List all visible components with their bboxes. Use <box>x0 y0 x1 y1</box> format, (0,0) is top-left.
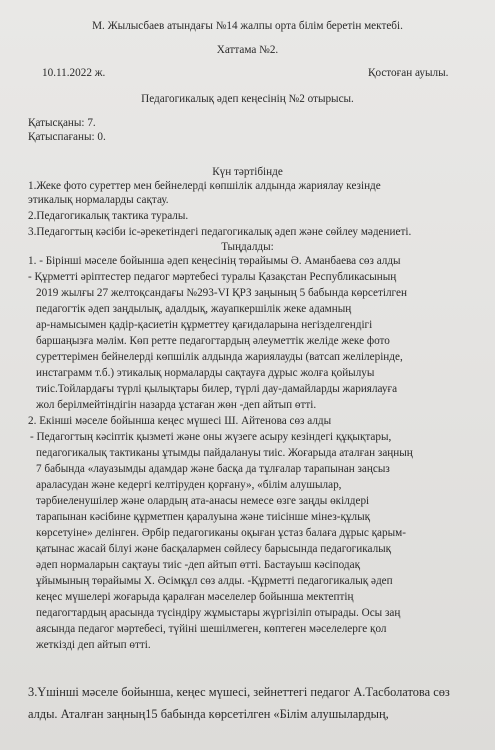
text-line: - Құрметті әріптестер педагог мәртебесі туралы Қазақстан Республикасының <box>28 271 397 283</box>
text-line: жол берілмейтіндігін назарда ұстаған жөн -деп айтып өтті. <box>36 399 317 411</box>
text-line: 2. Екінші мәселе бойынша кеңес мүшесі Ш. Айтенова сөз алды <box>28 415 332 427</box>
attendance-absent: Қатыспағаны: 0. <box>28 131 106 143</box>
text-line: қатынас жасай білуі және басқалармен сөйлесу барысында педагогикалық <box>36 543 392 555</box>
text-line: аясында педагог мәртебесі, түйіні шешілмеген, көптеген мәселелерге қол <box>36 623 387 635</box>
text-line: тиіс.Тойлардағы түрлі қылықтары билер, түрлі дау-дамайларды жариялауға <box>36 383 398 395</box>
text-line: тарапынан кәсібине құрметпен қаралуына және тиісінше мінез-құлық <box>36 511 371 523</box>
text-line: араласудан және кедергі келтіруден қорғану», «білім алушылар, <box>36 479 342 491</box>
protocol-place: Қостоған ауылы. <box>368 67 449 79</box>
text-line: 3.Үшінші мәселе бойынша, кеңес мүшесі, зейнеттегі педагог А.Тасболатова сөз <box>28 685 450 699</box>
text-line: ар-намысымен қадір-қасиетін құрметтеу қағидаларына негізделгендігі <box>36 319 373 331</box>
meeting-title: Педагогикалық әдеп кеңесінің №2 отырысы. <box>141 93 354 105</box>
text-line: 7 бабында «лауазымды адамдар және басқа да тұлғалар тарапынан заңсыз <box>36 463 390 475</box>
agenda-heading: Күн тәртібінде <box>212 166 283 178</box>
agenda-item-1: 1.Жеке фото суреттер мен бейнелерді көпшілік алдында жариялау кезінде <box>28 180 381 192</box>
text-line: 1. - Бірінші мәселе бойынша әдеп кеңесінің төрайымы Ә. Аманбаева сөз алды <box>28 255 401 267</box>
text-line: ұйымының төрайымы Х. Әсімқұл сөз алды. -Құрметті педагогикалық әдеп <box>36 575 393 587</box>
text-line: педагогтардың арасында түсіндіру жұмыстары жүргізіліп отырады. Осы заң <box>36 607 401 619</box>
text-line: әдеп нормаларын сақтауы тиіс -деп айтып өтті. Бастауыш кәсіподақ <box>36 559 361 571</box>
text-line: жеткізді деп айтып өтті. <box>36 639 151 651</box>
text-line: көрсетуіне» делінген. Әрбір педагогиканы оқыған ұстаз балаға дұрыс қарым- <box>36 527 406 539</box>
text-line: - Педагогтың кәсіптік қызметі және оны жүзеге асыру кезіндегі құқықтары, <box>30 431 392 443</box>
text-line: 2019 жылғы 27 желтоқсандағы №293-VІ ҚРЗ заңының 5 бабында көрсетілген <box>36 287 407 299</box>
text-line: тәрбиеленушілер және олардың ата-анасы немесе өзге заңды өкілдері <box>36 495 370 507</box>
heard-heading: Тыңдалды: <box>221 241 274 253</box>
agenda-item-1-cont: этикалық нормаларды сақтау. <box>28 194 169 206</box>
agenda-item-2: 2.Педагогикалық тактика туралы. <box>28 210 189 222</box>
text-line: суреттерімен бейнелерді көпшілік алдында жариялауды (ватсап желілерінде, <box>36 351 403 363</box>
attendance-present: Қатысқаны: 7. <box>28 117 96 129</box>
school-name: М. Жылысбаев атындағы №14 жалпы орта білім беретін мектебі. <box>92 20 403 32</box>
text-line: инстаграмм т.б.) этикалық нормаларды сақтауға дұрыс жолға қойылуы <box>36 367 375 379</box>
protocol-title: Хаттама №2. <box>216 44 279 56</box>
text-line: кеңес мүшелері жоғарыда қаралған мәселелер бойынша мектептің <box>36 591 354 603</box>
agenda-item-3: 3.Педагогтың кәсіби іс-әрекетіндегі педагогикалық әдеп және сөйлеу мәдениеті. <box>28 226 412 238</box>
text-line: педагогтік әдеп заңдылық, адалдық, жауапкершілік жеке адамның <box>36 303 352 315</box>
text-line: алды. Аталған заңның15 бабында көрсетілген «Білім алушылардың, <box>28 707 389 721</box>
text-line: баршаңызға мәлім. Көп ретте педагогтардың әлеуметтік желіде жеке фото <box>36 335 390 347</box>
text-line: педагогикалық тактиканы ұтымды пайдалануы тиіс. Жоғарыда аталған заңның <box>36 447 413 459</box>
protocol-date: 10.11.2022 ж. <box>42 67 106 79</box>
